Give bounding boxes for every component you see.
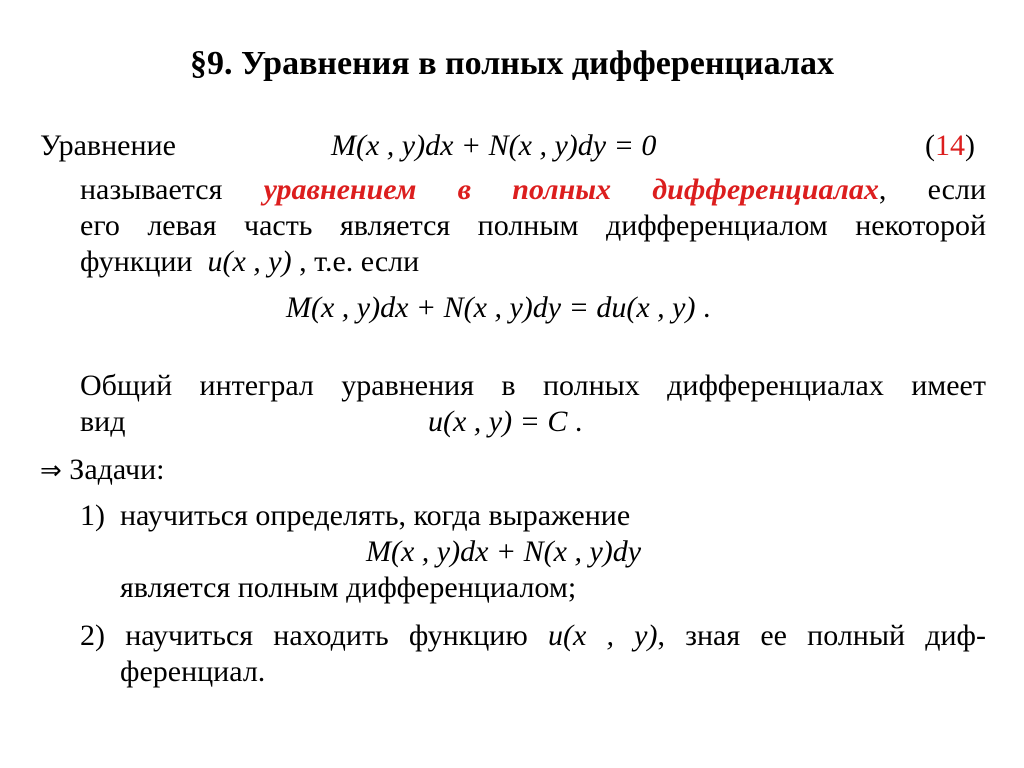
intro-label: Уравнение: [40, 129, 176, 162]
task-2-continuation: ференциал.: [120, 655, 266, 688]
task-1-continuation: является полным дифференциалом;: [120, 571, 577, 604]
task-1-marker: 1): [80, 499, 105, 532]
implies-arrow-icon: ⇒: [40, 456, 62, 486]
general-integral-vid: вид: [80, 405, 126, 438]
definition-line-3: функции u(x , y) , т.е. если: [80, 245, 420, 278]
task-2-line-1: 2) научиться находить функцию u(x , y), зная ее полный диф-: [80, 619, 986, 652]
task-1-text: научиться определять, когда выражение: [120, 499, 631, 532]
definition-line-2: его левая часть является полным дифференциалом некоторой: [80, 209, 986, 242]
equation-14: M(x , y)dx + N(x , y)dy = 0: [331, 129, 657, 162]
general-integral-equation: u(x , y) = C .: [428, 405, 583, 438]
definition-line-1: называется уравнением в полных дифференциалах, если: [80, 173, 987, 206]
defined-term: уравнением в полных дифференциалах: [263, 173, 879, 206]
slide-title: §9. Уравнения в полных дифференциалах: [190, 45, 834, 82]
total-differential-equation: M(x , y)dx + N(x , y)dy = du(x , y) .: [286, 291, 711, 324]
function-u: u(x , y): [207, 245, 292, 278]
equation-number-value: 14: [935, 129, 965, 162]
tasks-heading: ⇒ Задачи:: [40, 453, 165, 486]
task-2-function: u(x , y): [547, 619, 658, 652]
task-1-equation: M(x , y)dx + N(x , y)dy: [366, 535, 642, 568]
general-integral-line-1: Общий интеграл уравнения в полных дифференциалах имеет: [80, 369, 986, 402]
task-2-marker: 2): [80, 619, 105, 652]
equation-number: (14): [925, 129, 975, 162]
